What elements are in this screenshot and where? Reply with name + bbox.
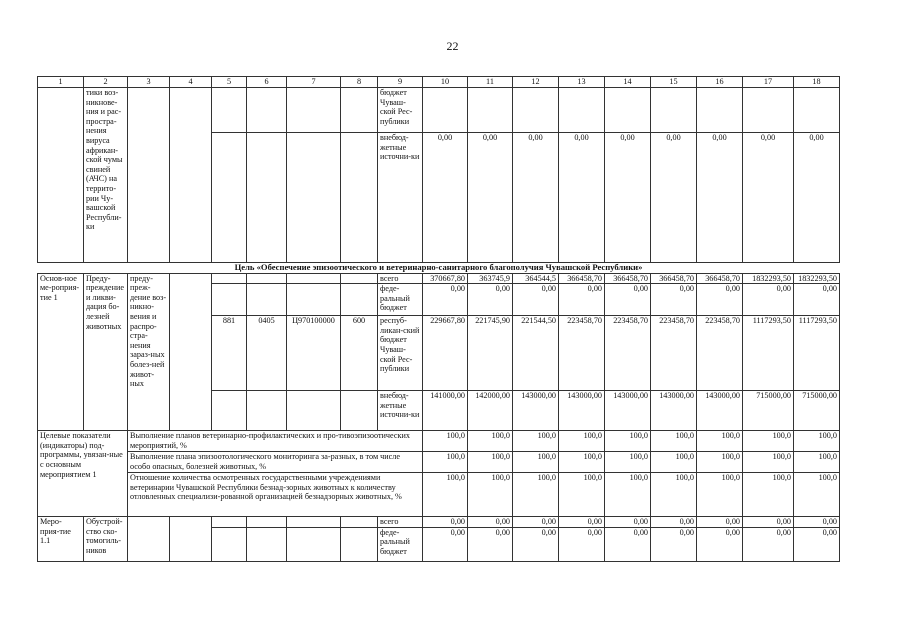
value-cell: 0,00 bbox=[651, 517, 697, 528]
value-cell: 100,0 bbox=[743, 473, 794, 517]
value-cell: 100,0 bbox=[423, 473, 468, 517]
empty-cell bbox=[287, 88, 341, 133]
value-cell: 364544,5 bbox=[513, 273, 559, 284]
funding-source-cell: феде-ральный бюджет bbox=[378, 284, 423, 316]
value-cell: 0,00 bbox=[743, 133, 794, 263]
column-number: 15 bbox=[651, 77, 697, 88]
value-cell: 0,00 bbox=[513, 284, 559, 316]
empty-cell bbox=[128, 517, 170, 562]
value-cell: 363745,9 bbox=[468, 273, 513, 284]
empty-cell bbox=[247, 133, 287, 263]
value-cell: 715000,00 bbox=[794, 391, 840, 431]
page-number: 22 bbox=[446, 39, 459, 53]
value-cell: 100,0 bbox=[794, 452, 840, 473]
event-description-cell: преду-преж-дение воз-никно-вения и распро-стра-нения зараз-ных болез-ней живот-ных bbox=[128, 273, 170, 431]
value-cell: 100,0 bbox=[468, 452, 513, 473]
value-cell: 100,0 bbox=[559, 452, 605, 473]
code-cell: 600 bbox=[341, 316, 378, 391]
empty-cell bbox=[468, 88, 513, 133]
empty-cell bbox=[212, 527, 247, 561]
value-cell: 100,0 bbox=[794, 431, 840, 452]
table-body bbox=[38, 77, 840, 562]
value-cell: 0,00 bbox=[743, 517, 794, 528]
value-cell: 229667,80 bbox=[423, 316, 468, 391]
indicator-label-cell: Целевые показатели (индикаторы) под-программы, увязан-ные с основным мероприятием 1 bbox=[38, 431, 128, 517]
indicator-row bbox=[38, 452, 840, 473]
value-cell: 100,0 bbox=[513, 431, 559, 452]
column-number: 11 bbox=[468, 77, 513, 88]
value-cell: 0,00 bbox=[605, 133, 651, 263]
code-cell bbox=[212, 391, 247, 431]
table-row bbox=[38, 88, 840, 133]
empty-cell bbox=[794, 88, 840, 133]
value-cell: 143000,00 bbox=[697, 391, 743, 431]
value-cell: 100,0 bbox=[697, 431, 743, 452]
value-cell: 0,00 bbox=[605, 527, 651, 561]
empty-cell bbox=[247, 88, 287, 133]
empty-cell bbox=[605, 88, 651, 133]
empty-cell bbox=[287, 527, 341, 561]
value-cell: 100,0 bbox=[743, 431, 794, 452]
value-cell: 221544,50 bbox=[513, 316, 559, 391]
value-cell: 0,00 bbox=[794, 527, 840, 561]
event-label-cell: Меро-прия-тие 1.1 bbox=[38, 517, 84, 562]
column-number: 3 bbox=[128, 77, 170, 88]
value-cell: 0,00 bbox=[794, 133, 840, 263]
value-cell: 100,0 bbox=[423, 452, 468, 473]
column-number: 10 bbox=[423, 77, 468, 88]
empty-cell bbox=[212, 88, 247, 133]
value-cell: 0,00 bbox=[423, 133, 468, 263]
code-cell bbox=[247, 391, 287, 431]
value-cell: 143000,00 bbox=[605, 391, 651, 431]
empty-cell bbox=[341, 133, 378, 263]
value-cell: 0,00 bbox=[423, 517, 468, 528]
column-number: 9 bbox=[378, 77, 423, 88]
funding-source-cell: феде-ральный бюджет bbox=[378, 527, 423, 561]
value-cell: 141000,00 bbox=[423, 391, 468, 431]
empty-cell bbox=[423, 88, 468, 133]
value-cell: 0,00 bbox=[559, 284, 605, 316]
value-cell: 370667,80 bbox=[423, 273, 468, 284]
value-cell: 0,00 bbox=[697, 517, 743, 528]
value-cell: 100,0 bbox=[794, 473, 840, 517]
value-cell: 0,00 bbox=[423, 284, 468, 316]
column-number: 13 bbox=[559, 77, 605, 88]
value-cell: 0,00 bbox=[794, 517, 840, 528]
value-cell: 366458,70 bbox=[605, 273, 651, 284]
column-number: 4 bbox=[170, 77, 212, 88]
column-number: 17 bbox=[743, 77, 794, 88]
value-cell: 1117293,50 bbox=[743, 316, 794, 391]
event-name-cell: Преду-преждение и ликви-дация бо-лезней животных bbox=[84, 273, 128, 431]
empty-cell bbox=[212, 133, 247, 263]
empty-cell bbox=[128, 88, 170, 263]
value-cell: 0,00 bbox=[559, 517, 605, 528]
value-cell: 0,00 bbox=[697, 527, 743, 561]
value-cell: 0,00 bbox=[697, 284, 743, 316]
value-cell: 0,00 bbox=[651, 527, 697, 561]
column-number: 6 bbox=[247, 77, 287, 88]
value-cell: 143000,00 bbox=[513, 391, 559, 431]
empty-cell bbox=[341, 517, 378, 528]
column-number: 14 bbox=[605, 77, 651, 88]
value-cell: 100,0 bbox=[651, 473, 697, 517]
code-cell bbox=[287, 284, 341, 316]
code-cell: 881 bbox=[212, 316, 247, 391]
column-number: 7 bbox=[287, 77, 341, 88]
empty-cell bbox=[38, 88, 84, 263]
column-number: 18 bbox=[794, 77, 840, 88]
empty-cell bbox=[651, 88, 697, 133]
value-cell: 0,00 bbox=[559, 527, 605, 561]
column-number: 12 bbox=[513, 77, 559, 88]
funding-source-cell: респуб-ликан-ский бюджет Чуваш-ской Рес-публики bbox=[378, 316, 423, 391]
value-cell: 100,0 bbox=[651, 452, 697, 473]
empty-cell bbox=[341, 88, 378, 133]
column-number: 8 bbox=[341, 77, 378, 88]
empty-cell bbox=[212, 517, 247, 528]
value-cell: 100,0 bbox=[605, 452, 651, 473]
value-cell: 223458,70 bbox=[651, 316, 697, 391]
value-cell: 100,0 bbox=[697, 473, 743, 517]
empty-cell bbox=[170, 517, 212, 562]
value-cell: 223458,70 bbox=[605, 316, 651, 391]
funding-source-cell: внебюд-жетные источни-ки bbox=[378, 133, 423, 263]
value-cell: 0,00 bbox=[743, 284, 794, 316]
column-number-row bbox=[38, 77, 840, 88]
indicator-row bbox=[38, 473, 840, 517]
column-number: 5 bbox=[212, 77, 247, 88]
value-cell: 143000,00 bbox=[651, 391, 697, 431]
value-cell: 0,00 bbox=[423, 527, 468, 561]
value-cell: 0,00 bbox=[468, 527, 513, 561]
value-cell: 0,00 bbox=[468, 517, 513, 528]
value-cell: 143000,00 bbox=[559, 391, 605, 431]
value-cell: 0,00 bbox=[513, 133, 559, 263]
value-cell: 100,0 bbox=[468, 473, 513, 517]
indicator-text-cell: Выполнение планов ветеринарно-профилактических и про-тивоэпизоотических мероприятий, % bbox=[128, 431, 423, 452]
code-cell bbox=[287, 273, 341, 284]
value-cell: 366458,70 bbox=[559, 273, 605, 284]
column-number: 16 bbox=[697, 77, 743, 88]
value-cell: 100,0 bbox=[468, 431, 513, 452]
funding-source-cell: всего bbox=[378, 517, 423, 528]
empty-cell bbox=[170, 88, 212, 263]
code-cell bbox=[212, 273, 247, 284]
value-cell: 100,0 bbox=[605, 473, 651, 517]
indicator-text-cell: Отношение количества осмотренных государственными учреждениями ветеринарии Чувашской Республики безнад-зорных животных к количеству отловленных специализи-рованной организацией безнадзорных животных, % bbox=[128, 473, 423, 517]
value-cell: 100,0 bbox=[605, 431, 651, 452]
code-cell: Ц970100000 bbox=[287, 316, 341, 391]
goal-title: Цель «Обеспечение эпизоотического и ветеринарно-санитарного благополучия Чувашской Республики» bbox=[38, 263, 840, 274]
code-cell: 0405 bbox=[247, 316, 287, 391]
value-cell: 100,0 bbox=[513, 473, 559, 517]
value-cell: 223458,70 bbox=[559, 316, 605, 391]
value-cell: 1832293,50 bbox=[743, 273, 794, 284]
value-cell: 100,0 bbox=[559, 431, 605, 452]
value-cell: 100,0 bbox=[423, 431, 468, 452]
event-name-cell: тики воз-никнове-ния и рас-простра-нения вируса африкан-ской чумы свиней (АЧС) на террито-рии Чу-вашской Республи-ки bbox=[84, 88, 128, 263]
value-cell: 100,0 bbox=[513, 452, 559, 473]
code-cell bbox=[341, 273, 378, 284]
empty-cell bbox=[513, 88, 559, 133]
indicator-text-cell: Выполнение плана эпизоотологического мониторинга за-разных, в том числе особо опасных, болезней животных, % bbox=[128, 452, 423, 473]
code-cell bbox=[247, 284, 287, 316]
column-number: 1 bbox=[38, 77, 84, 88]
value-cell: 0,00 bbox=[743, 527, 794, 561]
code-cell bbox=[212, 284, 247, 316]
value-cell: 366458,70 bbox=[697, 273, 743, 284]
empty-cell bbox=[287, 517, 341, 528]
code-cell bbox=[341, 391, 378, 431]
value-cell: 1832293,50 bbox=[794, 273, 840, 284]
empty-cell bbox=[170, 273, 212, 431]
event-name-cell: Обустрой-ство ско-томогиль-ников bbox=[84, 517, 128, 562]
value-cell: 100,0 bbox=[697, 452, 743, 473]
empty-cell bbox=[697, 88, 743, 133]
goal-row bbox=[38, 263, 840, 274]
empty-cell bbox=[743, 88, 794, 133]
value-cell: 0,00 bbox=[794, 284, 840, 316]
value-cell: 0,00 bbox=[513, 527, 559, 561]
empty-cell bbox=[287, 133, 341, 263]
value-cell: 0,00 bbox=[697, 133, 743, 263]
value-cell: 221745,90 bbox=[468, 316, 513, 391]
code-cell bbox=[287, 391, 341, 431]
value-cell: 0,00 bbox=[605, 284, 651, 316]
value-cell: 0,00 bbox=[559, 133, 605, 263]
funding-source-cell: всего bbox=[378, 273, 423, 284]
table-row bbox=[38, 273, 840, 284]
funding-source-cell: внебюд-жетные источни-ки bbox=[378, 391, 423, 431]
event-label-cell: Основ-ное ме-роприя-тие 1 bbox=[38, 273, 84, 431]
indicator-row bbox=[38, 431, 840, 452]
value-cell: 0,00 bbox=[513, 517, 559, 528]
value-cell: 0,00 bbox=[605, 517, 651, 528]
empty-cell bbox=[559, 88, 605, 133]
code-cell bbox=[341, 284, 378, 316]
value-cell: 1117293,50 bbox=[794, 316, 840, 391]
value-cell: 366458,70 bbox=[651, 273, 697, 284]
value-cell: 100,0 bbox=[651, 431, 697, 452]
value-cell: 142000,00 bbox=[468, 391, 513, 431]
funding-source-cell: бюджет Чуваш-ской Рес-публики bbox=[378, 88, 423, 133]
value-cell: 0,00 bbox=[468, 133, 513, 263]
value-cell: 100,0 bbox=[559, 473, 605, 517]
value-cell: 0,00 bbox=[651, 133, 697, 263]
table-row bbox=[38, 517, 840, 528]
empty-cell bbox=[341, 527, 378, 561]
value-cell: 715000,00 bbox=[743, 391, 794, 431]
empty-cell bbox=[247, 517, 287, 528]
empty-cell bbox=[247, 527, 287, 561]
column-number: 2 bbox=[84, 77, 128, 88]
value-cell: 0,00 bbox=[651, 284, 697, 316]
value-cell: 0,00 bbox=[468, 284, 513, 316]
budget-table bbox=[37, 76, 840, 562]
value-cell: 100,0 bbox=[743, 452, 794, 473]
code-cell bbox=[247, 273, 287, 284]
value-cell: 223458,70 bbox=[697, 316, 743, 391]
